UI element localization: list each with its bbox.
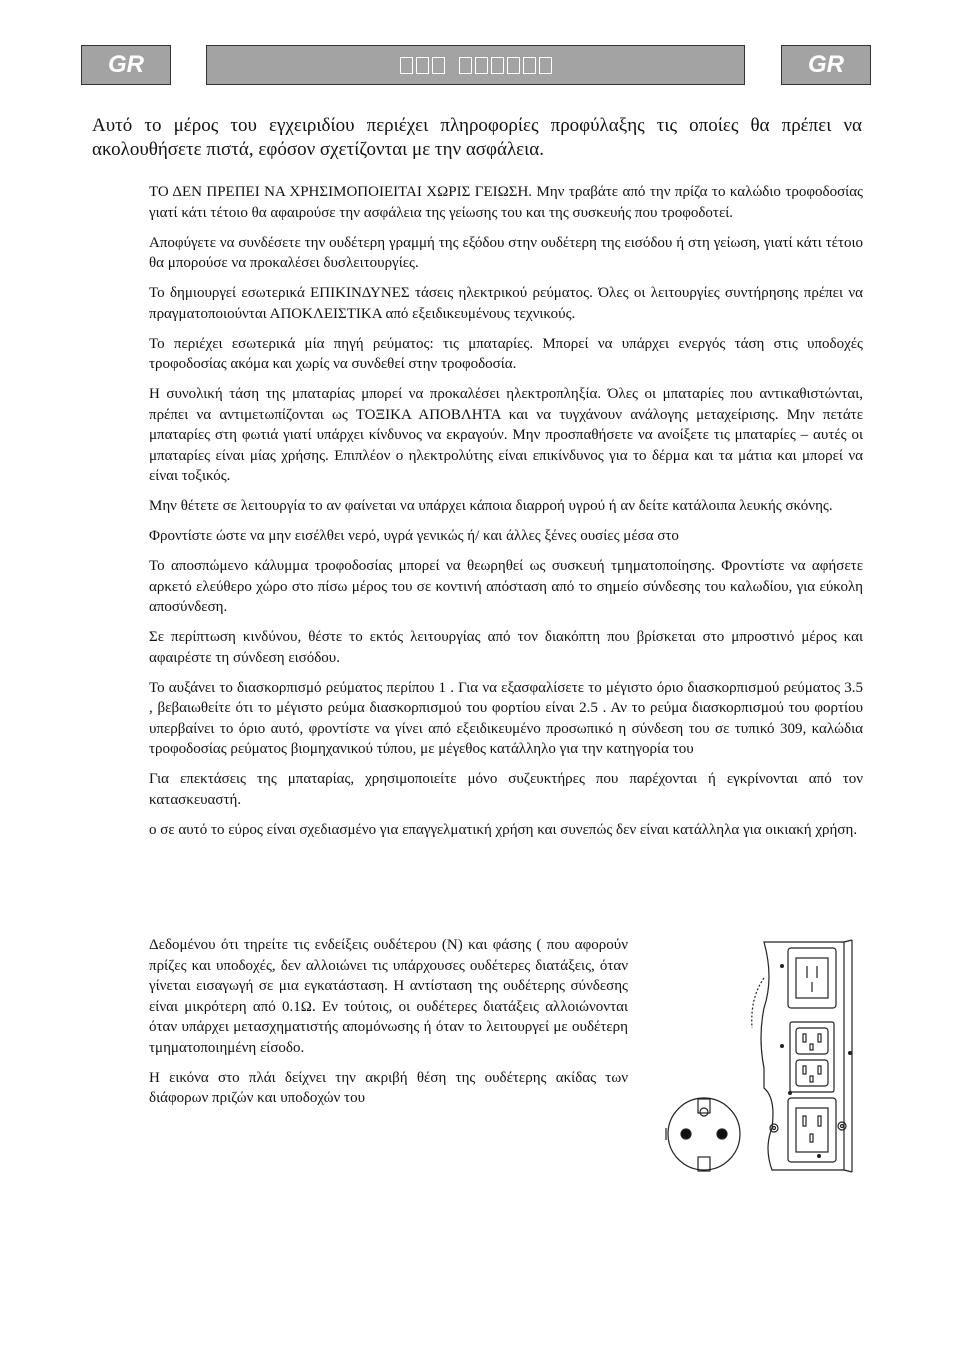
paragraph-leakage: Μην θέτετε σε λειτουργία το αν φαίνεται να υπάρχει κάποια διαρροή υγρού ή αν δείτε κατάλοιπα λευκής σκόνης. [149,498,833,514]
paragraph-leakage-current: Το αυξάνει το διασκορπισμό ρεύματος περίπου 1 . Για να εξασφαλίσετε το μέγιστο όριο διασκορπισμού ρεύματος 3.5 , βεβαιωθείτε ότι το μέγιστο ρεύμα διασκορπισμού του φορτίου είναι 2.5 . Αν το ρεύμα διασκορπισμού του φορτίου υπερβαίνει το όριο αυτό, φροντίστε να γίνει από εξειδικευμένο προσωπικό η σύνδεση του σε τυπικό 309, καλώδια τροφοδοσίας ρεύματος βιομηχανικού τύπου, με μέγεθος κατάλληλο για την κατηγορία του [149,679,863,757]
paragraph-power-cover: Το αποσπώμενο κάλυμμα τροφοδοσίας μπορεί να θεωρηθεί ως συσκευή τμηματοποίησης. Φροντίστε να αφήσετε αρκετό ελεύθερο χώρο στο πίσω μέρος του σε κοντινή απόσταση από το σημείο σύνδεσης του καλωδίου, για εύκολη αποσύνδεση. [149,558,863,615]
language-tag-left [81,45,171,85]
safety-instructions [149,182,863,850]
language-tag-right-text: GR [808,51,844,78]
paragraph-internal-source: Το περιέχει εσωτερικά μία πηγή ρεύματος: τις μπαταρίες. Μπορεί να υπάρχει ενεργός τάση στις υποδοχές τροφοδοσίας ακόμα και χωρίς να συνδεθεί στην τροφοδοσία. [149,335,863,372]
paragraph-neutral-indications: Δεδομένου ότι τηρείτε τις ενδείξεις ουδέτερου (N) και φάσης ( που αφορούν πρίζες και υποδοχές, δεν αλλοιώνει τις υπάρχουσες ουδέτερες διατάξεις, όταν γίνεται εισαγωγή σε μια εγκατάσταση. Η αντίσταση της ουδέτερης σύνδεσης είναι μικρότερη από 0.1Ω. Εν τούτοις, οι ουδέτερες διατάξεις αλλοιώνονται όταν υπάρχει μετασχηματιστής απομόνωσης ή όταν το λειτουργεί με ουδέτερη τμηματοποιημένη είσοδο. [149,937,628,1056]
paragraph-dangerous-voltage: Το δημιουργεί εσωτερικά ΕΠΙΚΙΝΔΥΝΕΣ τάσεις ηλεκτρικού ρεύματος. Όλες οι λειτουργίες συντήρησης πρέπει να πραγματοποιούνται ΑΠΟΚΛΕΙΣΤΙΚΑ από εξειδικευμένους τεχνικούς. [149,285,863,322]
intro-paragraph: Αυτό το μέρος του εγχειριδίου περιέχει πληροφορίες προφύλαξης τις οποίες θα πρέπει να ακολουθήσετε πιστά, εφόσον σχετίζονται με την ασφάλεια. [92,115,862,160]
paragraph-emergency: Σε περίπτωση κινδύνου, θέστε το εκτός λειτουργίας από τον διακόπτη που βρίσκεται στο μπροστινό μέρος και αφαιρέστε τη σύνδεση εισόδου. [149,629,863,666]
schuko-socket [666,1098,740,1171]
paragraph-neutral-line: Αποφύγετε να συνδέσετε την ουδέτερη γραμμή της εξόδου στην ουδέτερη της εισόδου ή στη γείωση, γιατί κάτι τέτοιο θα μπορούσε να προκαλέσει δυσλειτουργίες. [149,234,863,271]
paragraph-liquids: Φροντίστε ώστε να μην εισέλθει νερό, υγρά γενικώς ή/ και άλλες ξένες ουσίες μέσα στο [149,528,679,544]
iec-outlet-bottom [770,1098,846,1162]
neutral-section [149,935,628,1118]
iec-outlets-middle [790,1022,834,1092]
socket-diagram [664,938,862,1174]
iec-inlet-top [788,948,836,1008]
rear-panel [752,940,852,1172]
language-tag-left-text: GR [108,51,144,78]
title-missing-glyphs [400,57,552,74]
paragraph-battery-hazard: Η συνολική τάση της μπαταρίας μπορεί να προκαλέσει ηλεκτροπληξία. Όλες οι μπαταρίες που αντικαθιστώνται, πρέπει να αντιμετωπίζονται ως ΤΟΞΙΚΑ ΑΠΟΒΛΗΤΑ και να τυγχάνουν ανάλογης μεταχείρισης. Μην πετάτε μπαταρίες στη φωτιά γιατί υπάρχει κίνδυνος να εκραγούν. Μην προσπαθήσετε να ανοίξετε τις μπαταρίες – αυτές οι μπαταρίες είναι μίας χρήσης. Επιπλέον ο ηλεκτρολύτης είναι επικίνδυνος για το δέρμα και τα μάτια και μπορεί να είναι τοξικός. [149,386,863,484]
panel-screws [780,964,852,1158]
paragraph-professional-use: ο σε αυτό το εύρος είναι σχεδιασμένο για επαγγελματική χρήση και συνεπώς δεν είναι κατάλληλα για οικιακή χρήση. [149,821,858,838]
paragraph-figure-caption: Η εικόνα στο πλάι δείχνει την ακριβή θέση της ουδέτερης ακίδας των διάφορων πριζών και υποδοχών του [149,1069,628,1106]
paragraph-battery-extension: Για επεκτάσεις της μπαταρίας, χρησιμοποιείτε μόνο συζευκτήρες που παρέχονται ή εγκρίνονται από τον κατασκευαστή. [149,771,863,808]
paragraph-grounding: ΤΟ ΔΕΝ ΠΡΕΠΕΙ ΝΑ ΧΡΗΣΙΜΟΠΟΙΕΙΤΑΙ ΧΩΡΙΣ ΓΕΙΩΣΗ. Μην τραβάτε από την πρίζα το καλώδιο τροφοδοσίας γιατί κάτι τέτοιο θα αφαιρούσε την ασφάλεια της γείωσης του και της συσκευής που τροφοδοτεί. [149,184,863,221]
section-title-box [206,45,745,85]
language-tag-right [781,45,871,85]
